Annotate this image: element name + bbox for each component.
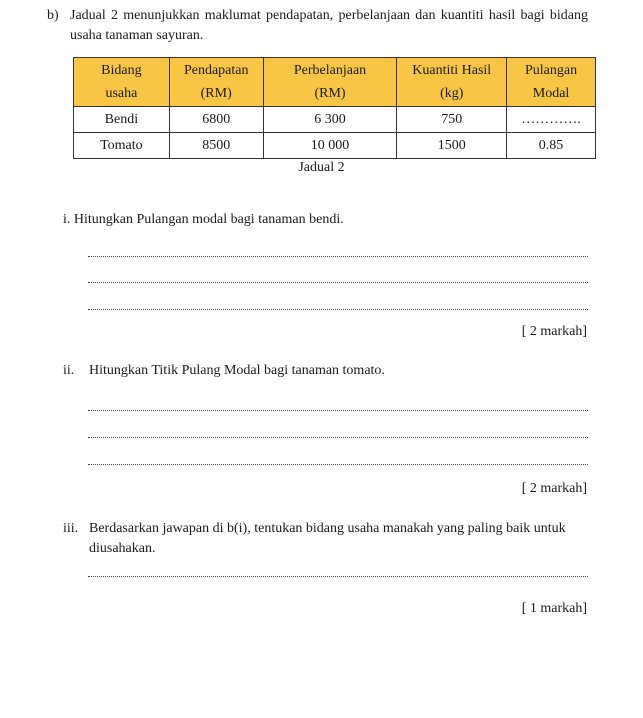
intro-text: Jadual 2 menunjukkan maklumat pendapatan, perbelanjaan dan kuantiti hasil bagi bidang usaha tanaman sayuran.	[70, 8, 588, 43]
table-cell-blank: ………….	[507, 107, 596, 133]
header-line: Kuantiti Hasil	[412, 63, 492, 78]
header-line: Perbelanjaan	[293, 63, 367, 78]
header-line: Bidang	[101, 63, 142, 78]
table-cell: 750	[397, 107, 507, 133]
question-iii	[63, 519, 619, 559]
header-pulangan-modal	[507, 58, 596, 107]
answer-line[interactable]	[88, 309, 588, 310]
question-number: i.	[63, 212, 71, 227]
table-cell: 8500	[169, 133, 263, 159]
question-text: Berdasarkan jawapan di b(i), tentukan bidang usaha manakah yang paling baik untuk diusahakan.	[89, 521, 566, 556]
jadual-2-table	[73, 57, 596, 159]
answer-line[interactable]	[88, 282, 588, 283]
table-row	[74, 133, 596, 159]
question-text: Hitungkan Titik Pulang Modal bagi tanaman tomato.	[89, 363, 385, 378]
table-cell: 6 300	[263, 107, 397, 133]
table-cell: 0.85	[507, 133, 596, 159]
answer-line[interactable]	[88, 256, 588, 257]
table-cell: 10 000	[263, 133, 397, 159]
question-intro	[48, 6, 588, 46]
answer-line[interactable]	[88, 410, 588, 411]
table-header-row	[74, 58, 596, 107]
marks-label: [ 2 markah]	[521, 324, 587, 339]
header-bidang-usaha	[74, 58, 170, 107]
question-i	[63, 210, 593, 230]
header-line: Pulangan	[524, 63, 578, 78]
header-line: Pendapatan	[183, 63, 249, 78]
table-cell: Tomato	[74, 133, 170, 159]
question-ii	[63, 361, 593, 381]
header-line: Modal	[532, 86, 570, 101]
header-line: usaha	[105, 86, 138, 101]
table-cell: Bendi	[74, 107, 170, 133]
table-row	[74, 107, 596, 133]
question-number: iii.	[63, 521, 79, 536]
answer-line[interactable]	[88, 576, 588, 577]
table-caption: Jadual 2	[298, 160, 345, 175]
marks-label: [ 2 markah]	[521, 481, 587, 496]
table-cell: 1500	[397, 133, 507, 159]
header-pendapatan	[169, 58, 263, 107]
answer-line[interactable]	[88, 464, 588, 465]
question-text: Hitungkan Pulangan modal bagi tanaman bendi.	[73, 212, 344, 227]
header-perbelanjaan	[263, 58, 397, 107]
question-number: ii.	[63, 363, 75, 378]
marks-label: [ 1 markah]	[521, 601, 587, 616]
table-cell: 6800	[169, 107, 263, 133]
header-kuantiti-hasil	[397, 58, 507, 107]
header-line: (RM)	[200, 86, 232, 101]
question-label: b)	[47, 8, 59, 23]
header-line: (RM)	[314, 86, 346, 101]
header-line: (kg)	[440, 86, 464, 101]
answer-line[interactable]	[88, 437, 588, 438]
